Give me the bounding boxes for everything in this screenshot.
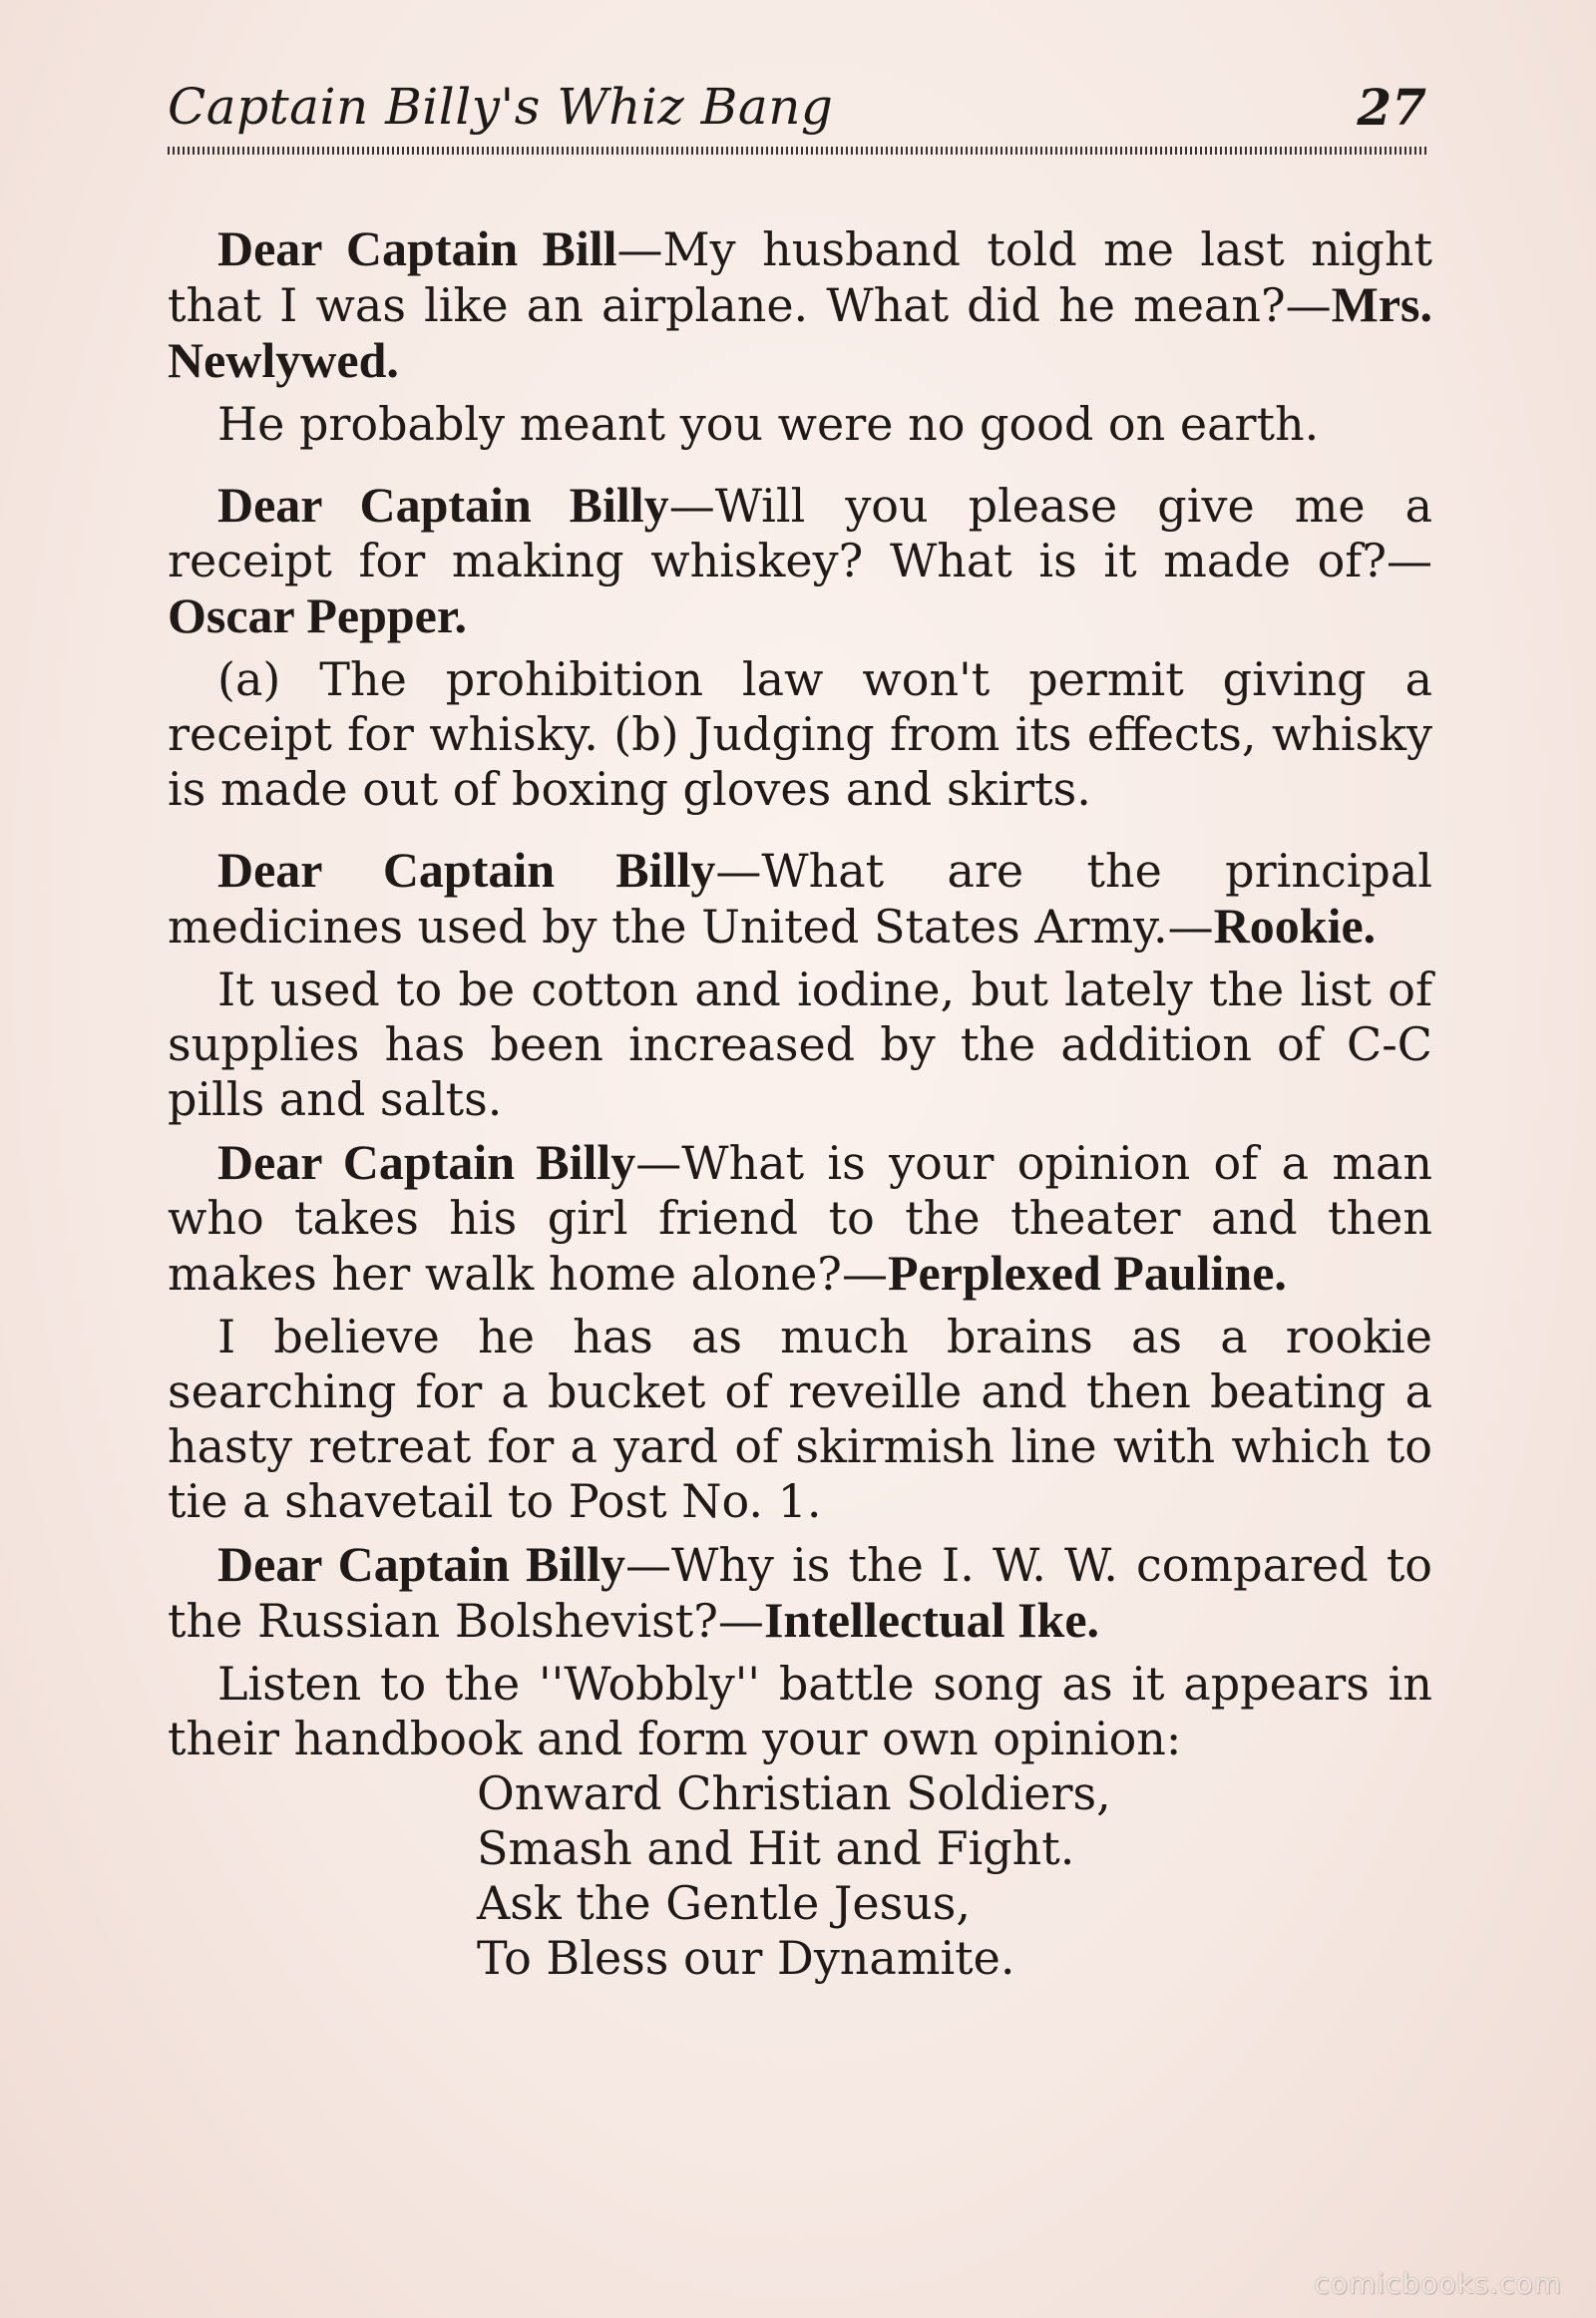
letter-question: —Will you please give me a receipt for making whiskey? What is it made of?— bbox=[168, 479, 1432, 587]
answer: I believe he has as much brains as a rookie searching for a bucket of reveille and then beating a hasty retreat for a yard of skirmish line with which to tie a shavetail to Post No. 1. bbox=[168, 1310, 1432, 1528]
letter-signature: Intellectual Ike. bbox=[763, 1592, 1100, 1648]
letter bbox=[168, 221, 1432, 389]
letter-signature: Rookie. bbox=[1213, 898, 1377, 954]
answer: (a) The prohibition law won't permit giving a receipt for whisky. (b) Judging from its effects, whisky is made out of boxing gloves and skirts. bbox=[168, 652, 1432, 816]
letter bbox=[168, 843, 1432, 955]
letter-salutation: Dear Captain Billy bbox=[217, 1134, 636, 1190]
article-body bbox=[168, 221, 1432, 1986]
poem-line: Ask the Gentle Jesus, bbox=[477, 1876, 972, 1930]
letter-salutation: Dear Captain Billy bbox=[217, 477, 669, 533]
page-number: 27 bbox=[1357, 78, 1426, 137]
letter-salutation: Dear Captain Billy bbox=[217, 1536, 625, 1592]
letter bbox=[168, 1537, 1432, 1649]
letter bbox=[168, 478, 1432, 644]
answer: He probably meant you were no good on earth. bbox=[217, 397, 1320, 451]
letter-signature: Perplexed Pauline. bbox=[887, 1245, 1287, 1301]
letter bbox=[168, 1135, 1432, 1302]
poem-line: Onward Christian Soldiers, bbox=[477, 1766, 1111, 1820]
running-header bbox=[168, 78, 1426, 148]
letter-question: —Why is the I. W. W. compared to the Russian Bolshevist?— bbox=[168, 1538, 1433, 1648]
letter-signature: Oscar Pepper. bbox=[168, 587, 467, 643]
poem-line: Smash and Hit and Fight. bbox=[477, 1821, 1075, 1875]
letter-question: —My husband told me last night that I was like an airplane. What did he mean?— bbox=[168, 222, 1432, 332]
magazine-title: Captain Billy's Whiz Bang bbox=[168, 78, 834, 136]
poem-line: To Bless our Dynamite. bbox=[477, 1931, 1015, 1985]
letter-signature: Mrs. Newlywed. bbox=[168, 276, 1432, 388]
letter-salutation: Dear Captain Bill bbox=[217, 220, 617, 276]
watermark: comicbooks.com bbox=[1314, 2267, 1562, 2300]
letter-salutation: Dear Captain Billy bbox=[217, 842, 716, 898]
letter-question: —What are the principal medicines used by the United States Army.— bbox=[168, 844, 1433, 954]
answer: Listen to the ''Wobbly'' battle song as it appears in their handbook and form your own opinion: bbox=[168, 1657, 1432, 1765]
answer: It used to be cotton and iodine, but lately the list of supplies has been increased by the addition of C-C pills and salts. bbox=[168, 963, 1432, 1126]
letter-question: —What is your opinion of a man who takes his girl friend to the theater and then makes her walk home alone?— bbox=[168, 1136, 1432, 1301]
header-rule bbox=[168, 147, 1426, 155]
poem bbox=[477, 1766, 1432, 1986]
